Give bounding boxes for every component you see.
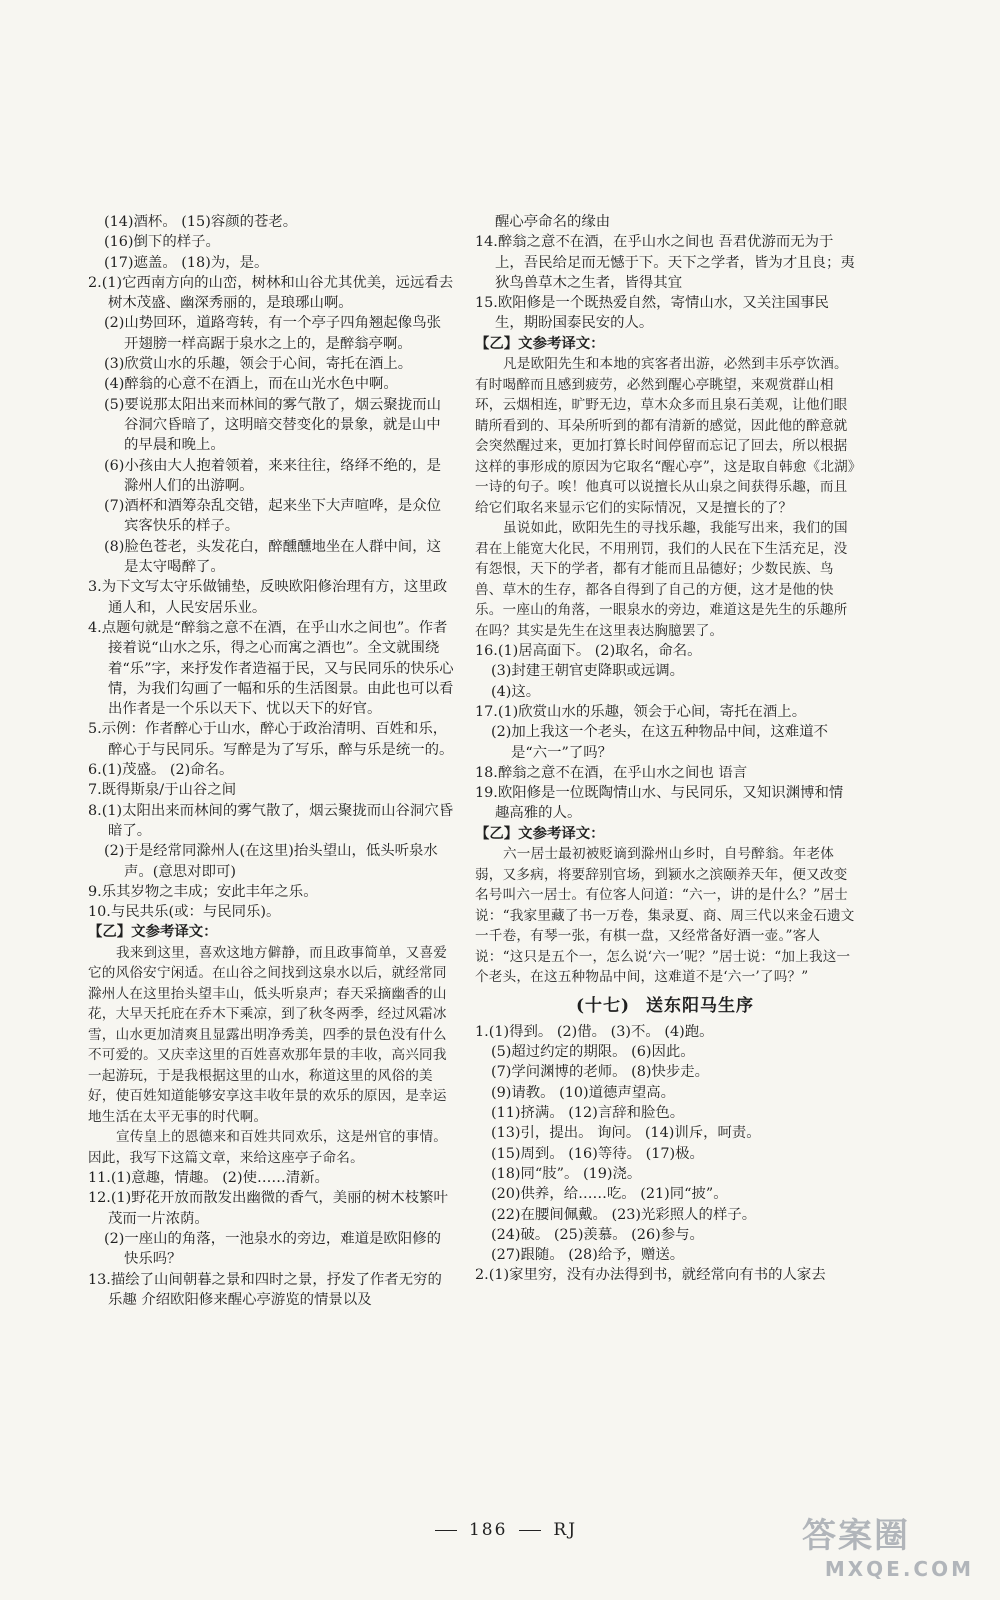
answer-line: (27)跟随。 (28)给予，赠送。 [491,1247,685,1264]
answer-line: 12.(1)野花开放而散发出幽微的香气，美丽的树木枝繁叶茂而一片浓荫。 [88,1190,448,1227]
answer-line: (2)加上我这一个老头，在这五种物品中间，这难道不是“六一”了吗？ [491,724,828,761]
answer-line: (17)遮盖。 (18)为，是。 [104,254,269,271]
answer-line: 6.(1)茂盛。 (2)命名。 [88,762,234,779]
answer-line: 3.为下文写太守乐做铺垫，反映欧阳修治理有方，这里政通人和，人民安居乐业。 [88,579,448,616]
answer-line: (15)周到。 (16)等待。 (17)极。 [491,1145,704,1162]
answer-line: (7)酒杯和酒筹杂乱交错，起来坐下大声喧哗，是众位宾客快乐的样子。 [104,498,441,535]
answer-line: (11)挤满。 (12)言辞和脸色。 [491,1105,685,1122]
answer-line: 14.醉翁之意不在酒，在乎山水之间也 吾君优游而无为于上，吾民给足而无憾于下。天下之学者，皆为才且良；夷狄鸟兽草木之生者，皆得其宜 [475,234,855,291]
section-name: 送东阳马生序 [646,995,755,1016]
translation-paragraph: 虽说如此，欧阳先生的寻找乐趣，我能写出来，我们的国君在上能宽大化民，不用刑罚，我们的人民在下生活充足，没有怨恨，天下的学者，都有才能而且品德好；少数民族、鸟兽、草木的生存，都各自得到了自己的方便，这才是他的快乐。一座山的角落，一眼泉水的旁边，难道这是先生的乐趣所在吗？其实是先生在这里表达胸臆罢了。 [475,520,848,639]
watermark-url: MXQE.COM [824,1557,974,1581]
answer-line: 19.欧阳修是一位既陶情山水、与民同乐，又知识渊博和情趣高雅的人。 [475,785,844,822]
answer-line: (6)小孩由大人抱着领着，来来往往，络绎不绝的，是滁州人们的出游啊。 [104,457,441,494]
answer-line: 7.既得斯泉/于山谷之间 [88,782,237,799]
answer-line: (8)脸色苍老，头发花白，醉醺醺地坐在人群中间，这是太守喝醉了。 [104,538,441,576]
answer-line: (20)供养，给……吃。 (21)同“披”。 [491,1186,728,1203]
translation-paragraph: 凡是欧阳先生和本地的宾客者出游，必然到丰乐亭饮酒。有时喝醉而且感到疲劳，必然到醒心亭眺望，来观赏群山相环，云烟相连，旷野无边，草木众多而且泉石美观，让他们眼睛所看到的、耳朵所听到的都有清新的感觉，因此他的醉意就会突然醒过来，更加打算长时间停留而忘记了回去，所以根据这样的事形成的原因为它取名“醒心亭”，这是取自韩愈《北湖》一诗的句子。唉！他真可以说擅长从山泉之间获得乐趣，而且给它们取名来显示它们的实际情况，又是擅长的了？ [475,356,855,516]
answer-line: 1.(1)得到。 (2)借。 (3)不。 (4)跑。 [475,1023,714,1040]
answer-line: 17.(1)欣赏山水的乐趣，领会于心间，寄托在酒上。 [475,703,807,720]
answer-line: 18.醉翁之意不在酒，在乎山水之间也 语言 [475,764,748,781]
answer-line: (22)在腰间佩戴。 (23)光彩照人的样子。 [491,1206,757,1223]
answer-line: 醒心亭命名的缘由 [495,214,611,230]
translation-heading: 【乙】文参考译文： [88,923,218,941]
answer-line: (16)倒下的样子。 [104,234,220,251]
page-number: 186 [468,1520,508,1540]
answer-line: (24)破。 (25)羡慕。 (26)参与。 [491,1226,704,1243]
answer-line: (2)于是经常同滁州人(在这里)抬头望山，低头听泉水声。(意思对即可) [104,843,438,880]
section-number: (十七) [575,995,631,1016]
left-column [88,212,454,1310]
answer-line: (2)山势回环，道路弯转，有一个亭子四角翘起像鸟张开翅膀一样高踞于泉水之上的，是醉翁亭啊。 [104,315,441,352]
answer-line: 10.与民共乐(或：与民同乐)。 [88,904,281,921]
answer-line: (14)酒杯。 (15)容颜的苍老。 [104,214,298,230]
answer-line: (2)一座山的角落，一池泉水的旁边，难道是欧阳修的快乐吗？ [104,1231,441,1268]
answer-line: (3)欣赏山水的乐趣，领会于心间，寄托在酒上。 [104,356,413,373]
answer-line: (13)引，提出。 询问。 (14)训斥，呵责。 [491,1125,761,1142]
section-title [475,996,855,1016]
answer-line: 15.欧阳修是一个既热爱自然，寄情山水，又关注国事民生，期盼国泰民安的人。 [475,295,829,332]
answer-line: (18)同“肢”。 (19)浇。 [491,1165,642,1182]
answer-line: 4.点题句就是“醉翁之意不在酒，在乎山水之间也”。作者接着说“山水之乐，得之心而寓之酒也”。全文就围绕着“乐”字，来抒发作者造福于民，又与民同乐的快乐心情，为我们勾画了一幅和乐的生活图景。由此也可以看出作者是一个乐以天下、忧以天下的好官。 [88,619,454,718]
footer-dash-left [435,1530,457,1531]
answer-line: (5)超过约定的期限。 (6)因此。 [491,1044,695,1061]
answer-line: 16.(1)居高面下。 (2)取名，命名。 [475,643,702,660]
answer-line: 2.(1)它西南方向的山峦，树林和山谷尤其优美，远远看去树木茂盛、幽深秀丽的，是琅琊山啊。 [88,274,454,312]
edition-label: RJ [553,1520,578,1540]
right-column [475,212,855,1286]
answer-line: (9)请教。 (10)道德声望高。 [491,1084,676,1101]
answer-line: 2.(1)家里穷，没有办法得到书，就经常向有书的人家去 [475,1267,826,1284]
translation-heading: 【乙】文参考译文： [475,824,605,842]
footer-dash-right [519,1530,541,1531]
answer-line: 5.示例：作者醉心于山水，醉心于政治清明、百姓和乐，醉心于与民同乐。写醉是为了写乐，醉与乐是统一的。 [88,721,454,758]
answer-line: 13.描绘了山间朝暮之景和四时之景，抒发了作者无穷的乐趣 介绍欧阳修来醒心亭游览的情景以及 [88,1271,442,1308]
answer-line: 8.(1)太阳出来而林间的雾气散了，烟云聚拢而山谷洞穴昏暗了。 [88,802,454,839]
translation-paragraph: 我来到这里，喜欢这地方僻静，而且政事简单，又喜爱它的风俗安宁闲适。在山谷之间找到这泉水以后，就经常同滁州人在这里抬头望丰山，低头听泉声；春天采摘幽香的山花，大早天托庇在乔木下乘凉，到了秋冬两季，经过风霜冰雪，山水更加清爽且显露出明净秀美，四季的景色没有什么不可爱的。又庆幸这里的百姓喜欢那年景的丰收，高兴同我一起游玩，于是我根据这里的山水，称道这里的风俗的美好，使百姓知道能够安享这丰收年景的欢乐的原因，是幸运地生活在太平无事的时代啊。 [88,944,448,1125]
answer-line: 9.乐其岁物之丰成；安此丰年之乐。 [88,883,318,900]
translation-paragraph: 六一居士最初被贬谪到滁州山乡时，自号醉翁。年老体弱，又多病，将要辞别官场，到颍水之滨颐养天年，便又改变名号叫六一居士。有位客人问道：“六一，讲的是什么？”居士说：“我家里藏了书一万卷，集录夏、商、周三代以来金石遗文一千卷，有琴一张，有棋一盘，又经常备好酒一壶。”客人说：“这只是五个一，怎么说‘六一’呢？”居士说：“加上我这一个老头，在这五种物品中间，这难道不是‘六一’了吗？” [475,846,855,986]
watermark-logo-text: 答案圈 [802,1516,910,1556]
answer-line: (4)醉翁的心意不在酒上，而在山光水色中啊。 [104,376,398,393]
answer-line: 11.(1)意趣，情趣。 (2)使……清新。 [88,1170,329,1187]
translation-heading: 【乙】文参考译文： [475,334,605,352]
answer-line: (3)封建王朝官吏降职或远调。 [491,663,685,680]
answer-line: (5)要说那太阳出来而林间的雾气散了，烟云聚拢而山谷洞穴昏暗了，这明暗交替变化的景象，就是山中的早晨和晚上。 [104,396,441,454]
answer-line: (7)学问渊博的老师。 (8)快步走。 [491,1064,710,1081]
watermark-logo [802,1508,982,1588]
translation-paragraph: 宣传皇上的恩德来和百姓共同欢乐，这是州官的事情。因此，我写下这篇文章，来给这座亭子命名。 [88,1129,448,1166]
answer-line: (4)这。 [491,683,541,700]
